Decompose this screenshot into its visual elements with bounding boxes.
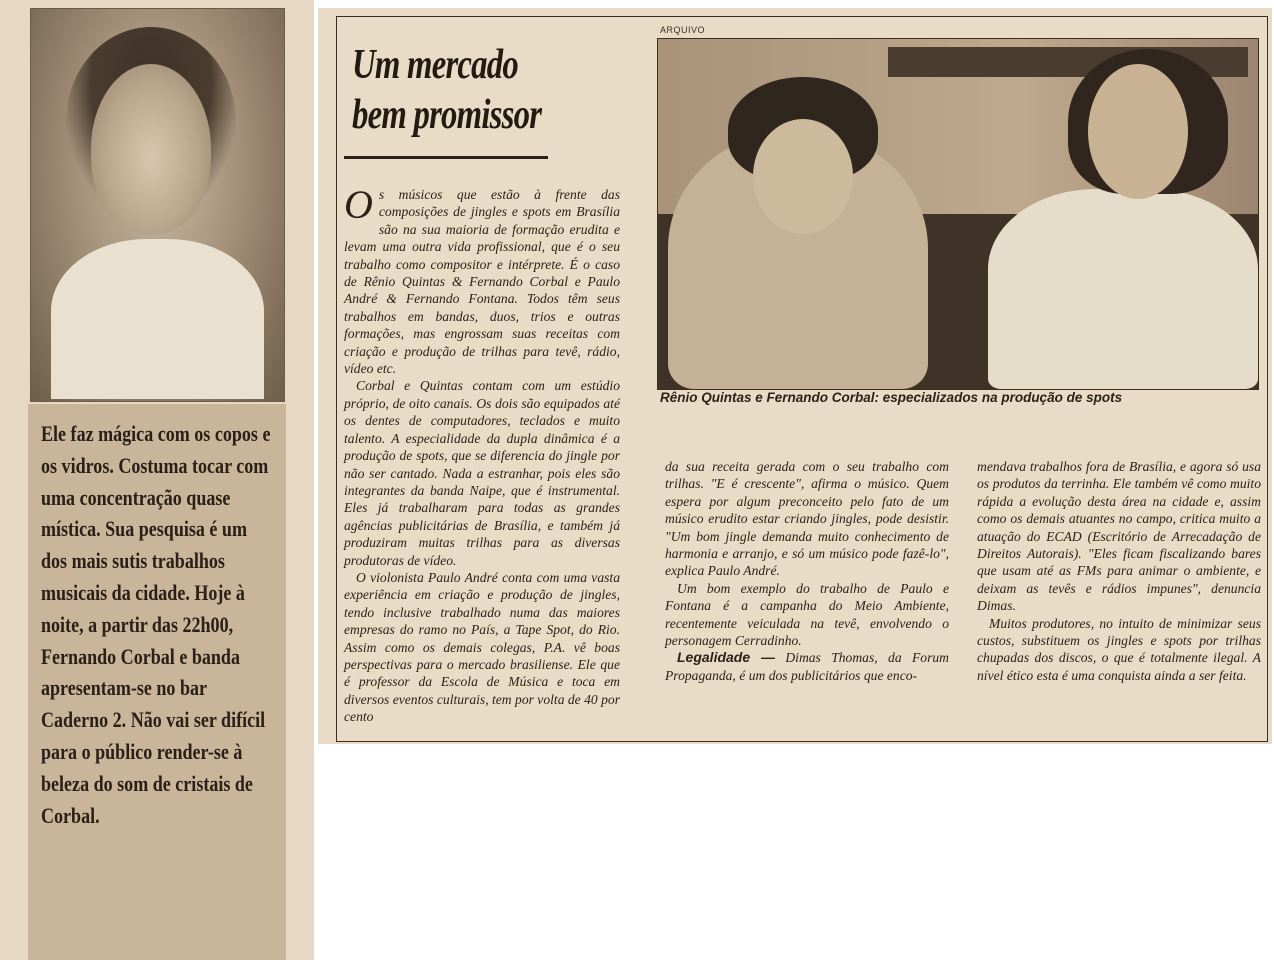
paragraph	[344, 182, 620, 377]
headline-rule	[344, 156, 548, 159]
portrait-caption: Ele faz mágica com os copos e os vidros. Costuma tocar com uma concentração quase mística. Sua pesquisa é um dos mais sutis trabalhos musicais da cidade. Hoje à noite, a partir das 22h00, Fernando Corbal e banda apresentam-se no bar Caderno 2. Não vai ser difícil para o público render-se à beleza do som de cristais de Corbal.	[41, 421, 271, 828]
photo-person-right-face	[1088, 64, 1188, 199]
article-column-2	[665, 458, 949, 684]
paragraph: Um bom exemplo do trabalho de Paulo e Fontana é a campanha do Meio Ambiente, recentemente veiculada na tevê, envolvendo o personagem Cerradinho.	[665, 580, 949, 649]
paragraph	[665, 649, 949, 684]
left-clipping	[0, 0, 314, 960]
photo-person-right	[988, 189, 1258, 389]
article-photo	[657, 38, 1259, 390]
paragraph-text: Dimas Thomas, da Forum Propaganda, é um dos publicitários que enco-	[665, 650, 949, 683]
paragraph-text: s músicos que estão à frente das composições de jingles e spots em Brasília são na sua maioria de formação erudita e levam uma outra vida profissional, que é o seu trabalho como compositor e intérprete. É o caso de Rênio Quintas & Fernando Corbal e Paulo André & Fernando Fontana. Todos têm seus trabalhos em bandas, duos, trios e outras formações, mas engrossam suas receitas com criação e produção de trilhas para tevê, rádio, vídeo etc.	[344, 187, 620, 377]
article-column-1	[344, 182, 620, 726]
paragraph: O violonista Paulo André conta com uma vasta experiência em criação e produção de jingles, tendo inclusive trabalhado numa das maiores empresas do ramo no País, a Tape Spot, do Rio. Assim como os demais colegas, P.A. vê boas perspectivas para o mercado brasiliense. Ele que é professor da Escola de Música e toca em diversos eventos culturais, tem por volta de 40 por cento	[344, 569, 620, 725]
photo-person-left-face	[753, 119, 853, 234]
paragraph: mendava trabalhos fora de Brasília, e agora só usa os produtos da terrinha. Ele também vê como muito rápida a evolução desta área na cidade e, assim como os demais atuantes no campo, critica muito a atuação do ECAD (Escritório de Arrecadação de Direitos Autorais). "Eles ficam fiscalizando bares que usam até as FMs para animar o ambiente, e deixam as tevês e rádios impunes", denuncia Dimas.	[977, 459, 1261, 614]
headline-line-1: Um mercado	[352, 42, 518, 88]
paragraph: Muitos produtores, no intuito de minimizar seus custos, substituem os jingles e spots por trilhas chupadas dos discos, o que é totalmente ilegal. A nível ético esta é uma conquista ainda a ser feita.	[977, 615, 1261, 683]
subhead: Legalidade —	[677, 649, 775, 666]
portrait-shirt	[51, 239, 264, 399]
article-column-3	[977, 458, 1261, 684]
headline	[352, 40, 570, 140]
dropcap: O	[344, 182, 373, 227]
portrait-face	[91, 64, 211, 234]
portrait-photo	[30, 8, 285, 402]
photo-caption: Rênio Quintas e Fernando Corbal: especializados na produção de spots	[660, 390, 1123, 405]
photo-credit: ARQUIVO	[660, 25, 706, 35]
paragraph: da sua receita gerada com o seu trabalho com trilhas. "E é crescente", afirma o músico. Quem espera por algum preconceito pelo fato de um músico erudito estar criando jingles, pode desistir. "Um bom jingle demanda muito conhecimento de harmonia e arranjo, e só um músico pode fazê-lo", explica Paulo André.	[665, 459, 949, 579]
headline-line-2: bem promissor	[352, 92, 542, 138]
paragraph: Corbal e Quintas contam com um estúdio próprio, de oito canais. Os dois são equipados até os dentes de computadores, teclados e muito talento. A especialidade da dupla dinâmica é a produção de spots, que se diferencia do jingle por não ser cantado. Nada a estranhar, pois eles são integrantes da banda Naipe, que é instrumental. Eles já trabalharam para todas as grandes agências publicitárias de Brasília, e também já produziram muitas trilhas para as diversas produtoras de vídeo.	[344, 378, 620, 568]
